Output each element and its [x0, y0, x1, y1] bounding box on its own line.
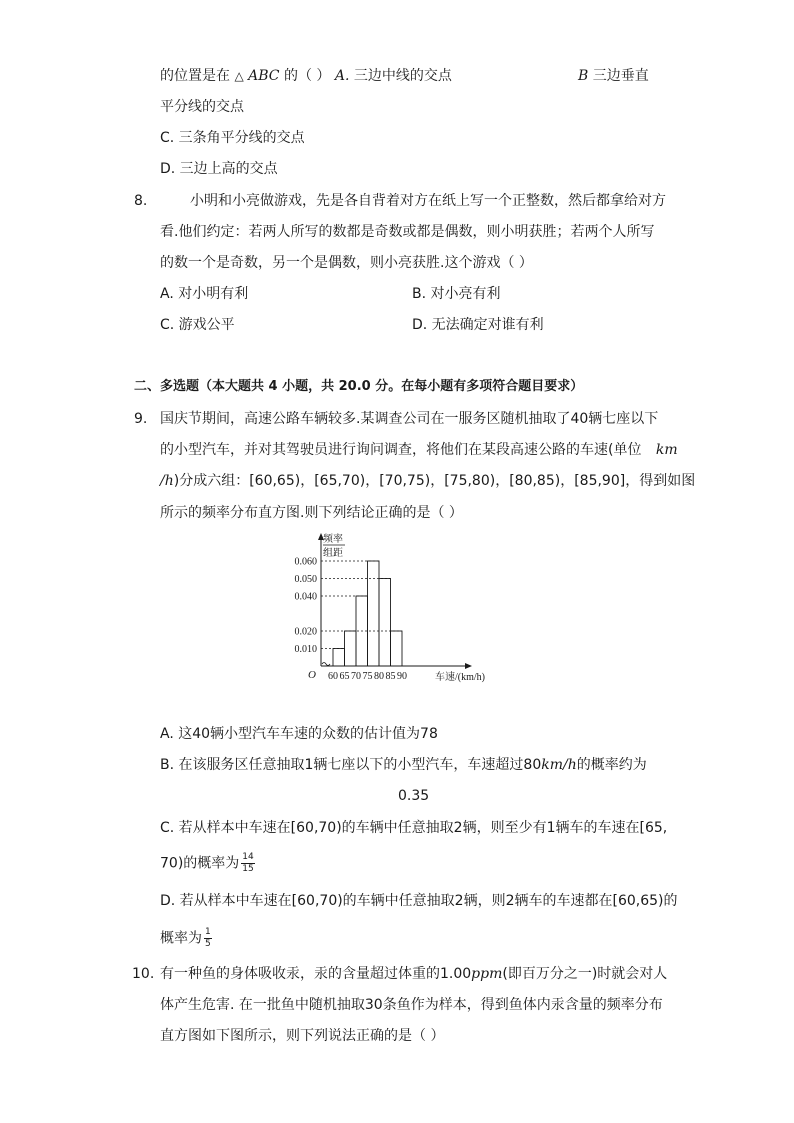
q10-ppm: ppm	[471, 966, 503, 982]
q9-option-c-line1: C. 若从样本中车速在[60,70)的车辆中任意抽取2辆，则至少有1辆车的车速在[65,	[160, 820, 668, 836]
q9-option-c-line2	[160, 853, 255, 874]
x-axis-arrow	[465, 663, 472, 669]
fraction-denominator: 5	[205, 939, 211, 949]
x-tick-label: 80	[374, 671, 384, 682]
q8-line3: 的数一个是奇数，另一个是偶数，则小亮获胜.这个游戏（ ）	[160, 255, 533, 271]
q7-option-b-text: 三边垂直	[592, 68, 649, 84]
section-heading: 二、多选题（本大题共 4 小题，共 20.0 分。在每小题有多项符合题目要求）	[134, 379, 584, 394]
q9-option-c-fraction	[241, 853, 254, 874]
q7-line1	[160, 69, 452, 83]
q9-line4: 所示的频率分布直方图.则下列结论正确的是（ ）	[160, 505, 463, 521]
q9-unit-h: /h	[160, 473, 174, 489]
y-tick-label: 0.050	[294, 574, 317, 585]
q8-line1: 小明和小亮做游戏，先是各自背着对方在纸上写一个正整数，然后都拿给对方	[190, 193, 666, 209]
q10-line1-post: (即百万分之一)时就会对人	[502, 966, 668, 982]
fraction-denominator: 15	[242, 864, 254, 874]
q10-number: 10.	[132, 966, 155, 982]
q9-number: 9.	[134, 411, 148, 427]
x-tick-label: 70	[351, 671, 361, 682]
q8-option-c: C. 游戏公平	[160, 317, 235, 333]
q9-line2	[160, 443, 678, 457]
y-tick-label: 0.010	[294, 644, 317, 655]
q10-line1	[160, 967, 667, 981]
q9-option-a: A. 这40辆小型汽车车速的众数的估计值为78	[160, 726, 438, 742]
q9-option-d-line2-text: 概率为	[160, 930, 202, 947]
x-tick-label: 85	[385, 671, 396, 682]
q9-option-c-line2-text: 70)的概率为	[160, 855, 240, 872]
q9-line3-text: )分成六组：[60,65)，[65,70)，[70,75)，[75,80)，[80,85)，[85,90]，得到如图	[173, 473, 696, 489]
q9-option-b	[160, 758, 647, 772]
fraction-numerator: 1	[205, 927, 211, 937]
q8-line2: 看.他们约定：若两人所写的数都是奇数或都是偶数，则小明获胜；若两个人所写	[160, 224, 655, 240]
q9-unit-km: km	[655, 442, 678, 458]
x-tick-label: 90	[397, 671, 407, 682]
x-tick-label: 60	[328, 671, 338, 682]
q7-line1-mid: 的（ ）	[283, 68, 331, 84]
histogram-bar	[368, 561, 380, 666]
q9-option-b-value: 0.35	[398, 788, 430, 804]
q9-option-d-fraction	[204, 928, 212, 949]
q7-option-d: D. 三边上高的交点	[160, 161, 278, 177]
x-axis-label: 车速/(km/h)	[435, 672, 485, 683]
q10-line2: 体产生危害. 在一批鱼中随机抽取30条鱼作为样本，得到鱼体内汞含量的频率分布	[160, 997, 663, 1013]
q8-option-d: D. 无法确定对谁有利	[412, 317, 544, 333]
frequency-histogram	[275, 528, 515, 690]
q8-number: 8.	[134, 193, 148, 209]
triangle-symbol: △	[234, 69, 244, 83]
q7-option-b	[578, 69, 649, 83]
q7-line1-pre: 的位置是在	[160, 68, 230, 84]
q9-line3	[160, 474, 695, 488]
q9-option-b-post: 的概率约为	[576, 757, 647, 773]
q8-option-b: B. 对小亮有利	[412, 286, 501, 302]
axis-break-mark	[322, 663, 330, 666]
q9-option-d-line2	[160, 928, 212, 949]
q7-option-c: C. 三条角平分线的交点	[160, 130, 305, 146]
histogram-bar	[379, 579, 391, 667]
q10-line1-pre: 有一种鱼的身体吸收汞，汞的含量超过体重的1.00	[160, 966, 472, 982]
q7-option-a-text: 三边中线的交点	[353, 68, 452, 84]
q7-option-a-letter: A.	[334, 68, 350, 84]
q10-line3: 直方图如下图所示，则下列说法正确的是（ ）	[160, 1028, 445, 1044]
histogram-bar	[345, 631, 357, 666]
y-axis-label-denominator: 组距	[323, 548, 343, 559]
q9-option-b-unit: km/h	[541, 757, 577, 773]
q7-option-b-letter: B	[578, 68, 589, 84]
triangle-abc: ABC	[248, 68, 280, 84]
y-tick-label: 0.040	[294, 591, 317, 603]
q9-line2-text: 的小型汽车，并对其驾驶员进行询问调查，将他们在某段高速公路的车速(单位	[160, 442, 642, 458]
origin-label: O	[308, 669, 316, 681]
q8-option-a: A. 对小明有利	[160, 286, 249, 302]
x-tick-label: 75	[362, 671, 373, 682]
fraction-numerator: 14	[242, 852, 254, 862]
histogram-bar	[391, 631, 403, 666]
q9-option-b-pre: B. 在该服务区任意抽取1辆七座以下的小型汽车，车速超过80	[160, 757, 542, 773]
y-tick-label: 0.020	[294, 626, 317, 638]
q9-line1: 国庆节期间，高速公路车辆较多.某调查公司在一服务区随机抽取了40辆七座以下	[160, 411, 659, 427]
q9-option-d-line1: D. 若从样本中车速在[60,70)的车辆中任意抽取2辆，则2辆车的车速都在[60,65)的	[160, 893, 678, 909]
y-axis-label-numerator: 频率	[323, 534, 343, 545]
x-tick-label: 65	[339, 671, 350, 682]
q7-option-b-cont: 平分线的交点	[160, 99, 244, 115]
y-tick-label: 0.060	[294, 556, 317, 568]
histogram-bar	[333, 649, 345, 667]
